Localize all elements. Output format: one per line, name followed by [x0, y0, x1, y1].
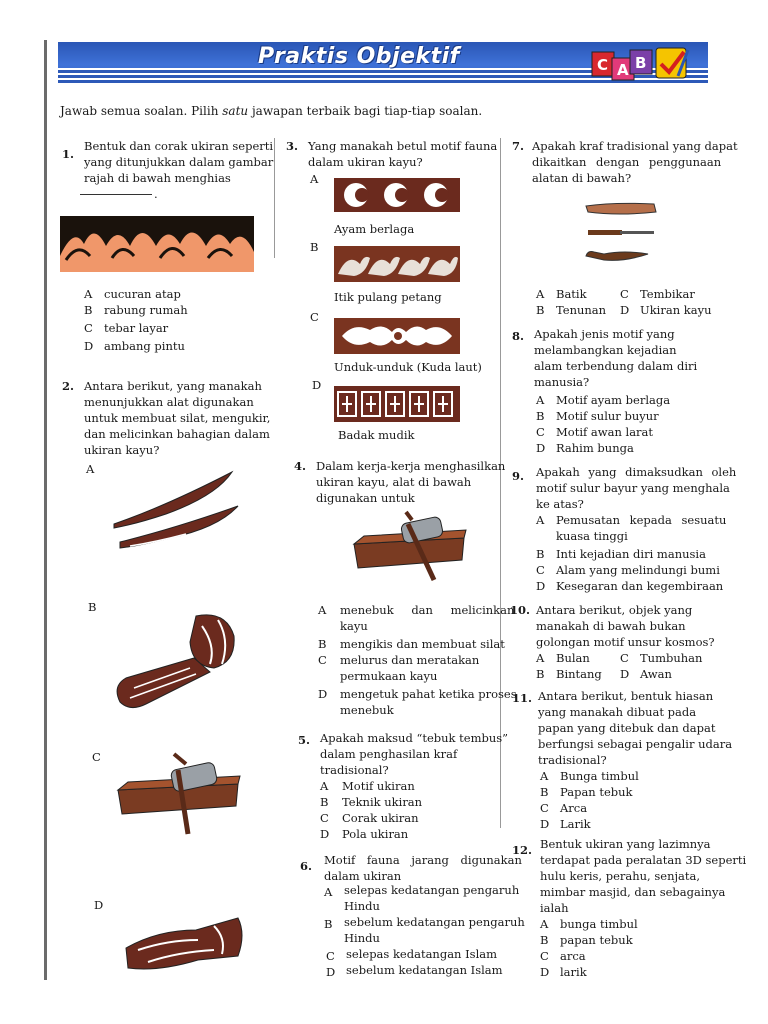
question-text: yang manakah dibuat pada — [538, 705, 697, 719]
question-text: digunakan untuk — [316, 491, 415, 505]
question-text: melambangkan kejadian — [534, 343, 677, 357]
question-text: Apakah yang dimaksudkan oleh — [536, 465, 737, 479]
option-label: C — [92, 750, 101, 764]
question-text: sebelum kedatangan Islam — [346, 963, 503, 977]
question-text: larik — [560, 965, 587, 979]
question-text: B — [540, 785, 549, 799]
carving-tools-image — [584, 198, 664, 268]
question-text: B — [536, 667, 545, 681]
question-text: Antara berikut, yang manakah — [84, 379, 262, 393]
question-text: tradisional? — [538, 753, 607, 767]
question-text: Antara berikut, objek yang — [536, 603, 693, 617]
question-text: kuasa tinggi — [556, 529, 628, 543]
question-text: Tumbuhan — [640, 651, 703, 665]
question-text: D — [620, 667, 630, 681]
question-text: dikaitkan dengan penggunaan — [532, 155, 722, 169]
question-text: menebuk — [340, 703, 394, 717]
question-text: Hindu — [344, 931, 380, 945]
question-text: Pola ukiran — [342, 827, 409, 841]
question-text: A — [536, 393, 545, 407]
question-text: Bunga timbul — [560, 769, 639, 783]
question-text: sebelum kedatangan pengaruh — [344, 915, 525, 929]
question-text: alam terbendung dalam diri — [534, 359, 698, 373]
question-text: Motif ayam berlaga — [556, 393, 671, 407]
question-text: A — [320, 779, 329, 793]
question-text: Apakah jenis motif yang — [534, 327, 675, 341]
question-text: Ukiran kayu — [640, 303, 712, 317]
question-text: 2. — [62, 379, 75, 393]
question-text: terdapat pada peralatan 3D seperti — [540, 853, 747, 867]
question-text: 8. — [512, 329, 525, 343]
column-divider — [500, 138, 501, 828]
question-text: 9. — [512, 469, 525, 483]
motif-badak-mudik-image — [334, 386, 460, 422]
question-text: Bentuk dan corak ukiran seperti — [84, 139, 274, 153]
answer-blank — [80, 194, 152, 195]
question-text: Unduk-unduk (Kuda laut) — [334, 360, 482, 374]
question-text: C — [310, 310, 319, 324]
question-text: Apakah kraf tradisional yang dapat — [532, 139, 738, 153]
question-text: 12. — [512, 843, 533, 857]
question-text: dalam ukiran — [324, 869, 402, 883]
question-text: Corak ukiran — [342, 811, 419, 825]
question-text: ukiran kayu? — [84, 443, 160, 457]
option-label: A — [86, 462, 95, 476]
question-text: C — [540, 801, 549, 815]
question-text: dalam ukiran kayu? — [308, 155, 423, 169]
question-text: A — [310, 172, 319, 186]
question-text: B — [324, 917, 333, 931]
question-text: A — [536, 287, 545, 301]
column-divider — [274, 138, 275, 258]
question-text: manusia? — [534, 375, 590, 389]
question-text: Batik — [556, 287, 587, 301]
motif-ayam-berlaga-image — [334, 178, 460, 212]
question-text: Hindu — [344, 899, 380, 913]
question-text: selepas kedatangan Islam — [346, 947, 498, 961]
question-text: golongan motif unsur kosmos? — [536, 635, 715, 649]
question-text: Kesegaran dan kegembiraan — [556, 579, 724, 593]
question-text: Rahim bunga — [556, 441, 634, 455]
question-text: C — [536, 563, 545, 577]
question-text: rabung rumah — [104, 303, 188, 317]
question-text: B — [310, 240, 319, 254]
question-text: A — [540, 769, 549, 783]
question-text: ambang pintu — [104, 339, 185, 353]
question-text: Itik pulang petang — [334, 290, 442, 304]
svg-text:C: C — [597, 56, 609, 74]
question-text: C — [620, 651, 629, 665]
question-text: ialah — [540, 901, 569, 915]
question-text: Apakah maksud “tebuk tembus” — [320, 731, 509, 745]
carving-motif-image — [60, 216, 254, 272]
question-text: A — [536, 651, 545, 665]
question-text: B — [536, 303, 545, 317]
option-label: B — [88, 600, 97, 614]
question-text: ukiran kayu, alat di bawah — [316, 475, 472, 489]
question-text: mengetuk pahat ketika proses — [340, 687, 517, 701]
question-text: Motif fauna jarang digunakan — [324, 853, 522, 867]
question-text: manakah di bawah bukan — [536, 619, 686, 633]
question-text: C — [536, 425, 545, 439]
question-text: hulu keris, perahu, senjata, — [540, 869, 701, 883]
question-text: Bintang — [556, 667, 602, 681]
question-text: permukaan kayu — [340, 669, 438, 683]
question-text: 11. — [512, 691, 533, 705]
mallet-tool-icon — [106, 606, 256, 716]
motif-unduk-unduk-image — [334, 318, 460, 354]
question-text: A — [536, 513, 545, 527]
question-text: C — [620, 287, 629, 301]
question-text: . — [154, 187, 158, 201]
question-text: 3. — [286, 139, 299, 153]
question-text: D — [620, 303, 630, 317]
abc-blocks-icon — [592, 46, 702, 82]
motif-itik-pulang-petang-image — [334, 246, 460, 282]
question-text: C — [540, 949, 549, 963]
question-text: 6. — [300, 859, 313, 873]
question-text: menebuk dan melicinkan — [340, 603, 515, 617]
svg-text:B: B — [635, 54, 647, 72]
question-text: tradisional? — [320, 763, 389, 777]
question-text: B — [320, 795, 329, 809]
question-text: selepas kedatangan pengaruh — [344, 883, 520, 897]
question-text: bunga timbul — [560, 917, 638, 931]
question-text: ke atas? — [536, 497, 584, 511]
question-text: Papan tebuk — [560, 785, 633, 799]
question-text: D — [536, 441, 546, 455]
question-text: B — [536, 409, 545, 423]
question-text: mengikis dan membuat silat — [340, 637, 505, 651]
question-text: yang ditunjukkan dalam gambar — [84, 155, 274, 169]
question-text: mimbar masjid, dan sebagainya — [540, 885, 726, 899]
question-text: dan melicinkan bahagian dalam — [84, 427, 270, 441]
question-text: Motif ukiran — [342, 779, 415, 793]
question-text: C — [326, 949, 335, 963]
question-text: Bulan — [556, 651, 590, 665]
question-text: menunjukkan alat digunakan — [84, 395, 254, 409]
question-text: B — [536, 547, 545, 561]
question-text: alatan di bawah? — [532, 171, 632, 185]
question-text: Larik — [560, 817, 591, 831]
question-text: D — [536, 579, 546, 593]
question-text: D — [540, 965, 550, 979]
question-text: A — [318, 603, 327, 617]
question-text: Alam yang melindungi bumi — [556, 563, 720, 577]
question-text: cucuran atap — [104, 287, 181, 301]
question-text: tebar layar — [104, 321, 169, 335]
question-text: B — [84, 303, 93, 317]
question-text: kayu — [340, 619, 368, 633]
question-text: D — [320, 827, 330, 841]
question-text: papan yang ditebuk dan dapat — [538, 721, 716, 735]
question-text: berfungsi sebagai pengalir udara — [538, 737, 733, 751]
question-text: Arca — [560, 801, 588, 815]
question-text: papan tebuk — [560, 933, 633, 947]
question-text: motif sulur bayur yang menghala — [536, 481, 730, 495]
question-text: Motif sulur buyur — [556, 409, 659, 423]
page-binding-edge — [44, 40, 47, 980]
question-text: Tembikar — [640, 287, 695, 301]
wood-plane-tool-icon — [114, 760, 244, 840]
question-text: Inti kejadian diri manusia — [556, 547, 706, 561]
question-text: C — [84, 321, 93, 335]
question-text: untuk membuat silat, mengukir, — [84, 411, 271, 425]
question-text: Yang manakah betul motif fauna — [308, 139, 498, 153]
question-text: Awan — [640, 667, 672, 681]
question-text: Ayam berlaga — [334, 222, 415, 236]
question-text: 1. — [62, 147, 75, 161]
question-text: Pemusatan kepada sesuatu — [556, 513, 727, 527]
question-text: Dalam kerja-kerja menghasilkan — [316, 459, 506, 473]
question-text: 10. — [510, 603, 531, 617]
question-text: A — [540, 917, 549, 931]
instruction-text: Jawab semua soalan. Pilih satu jawapan terbaik bagi tiap-tiap soalan. — [60, 104, 483, 118]
question-text: C — [318, 653, 327, 667]
question-text: A — [324, 885, 333, 899]
question-text: A — [84, 287, 93, 301]
svg-text:A: A — [617, 61, 629, 79]
question-text: arca — [560, 949, 586, 963]
question-text: Antara berikut, bentuk hiasan — [538, 689, 714, 703]
question-text: D — [326, 965, 336, 979]
question-text: rajah di bawah menghias — [84, 171, 231, 185]
question-text: D — [318, 687, 328, 701]
question-text: B — [540, 933, 549, 947]
question-text: Bentuk ukiran yang lazimnya — [540, 837, 711, 851]
question-text: dalam penghasilan kraf — [320, 747, 458, 761]
question-text: 4. — [294, 459, 307, 473]
question-text: D — [312, 378, 322, 392]
option-label: D — [94, 898, 104, 912]
question-text: Tenunan — [556, 303, 607, 317]
question-text: 5. — [298, 733, 311, 747]
question-text: B — [318, 637, 327, 651]
page-title: Praktis Objektif — [258, 44, 460, 69]
question-text: D — [540, 817, 550, 831]
carving-knife-tools-icon — [106, 466, 246, 566]
question-text: C — [320, 811, 329, 825]
question-text: Motif awan larat — [556, 425, 654, 439]
carving-chisel-tool-icon — [118, 910, 248, 980]
question-text: 7. — [512, 139, 525, 153]
question-text: melurus dan meratakan — [340, 653, 480, 667]
wood-plane-tool-icon — [350, 516, 470, 586]
question-text: D — [84, 339, 94, 353]
question-text: Badak mudik — [338, 428, 415, 442]
question-text: Teknik ukiran — [342, 795, 423, 809]
